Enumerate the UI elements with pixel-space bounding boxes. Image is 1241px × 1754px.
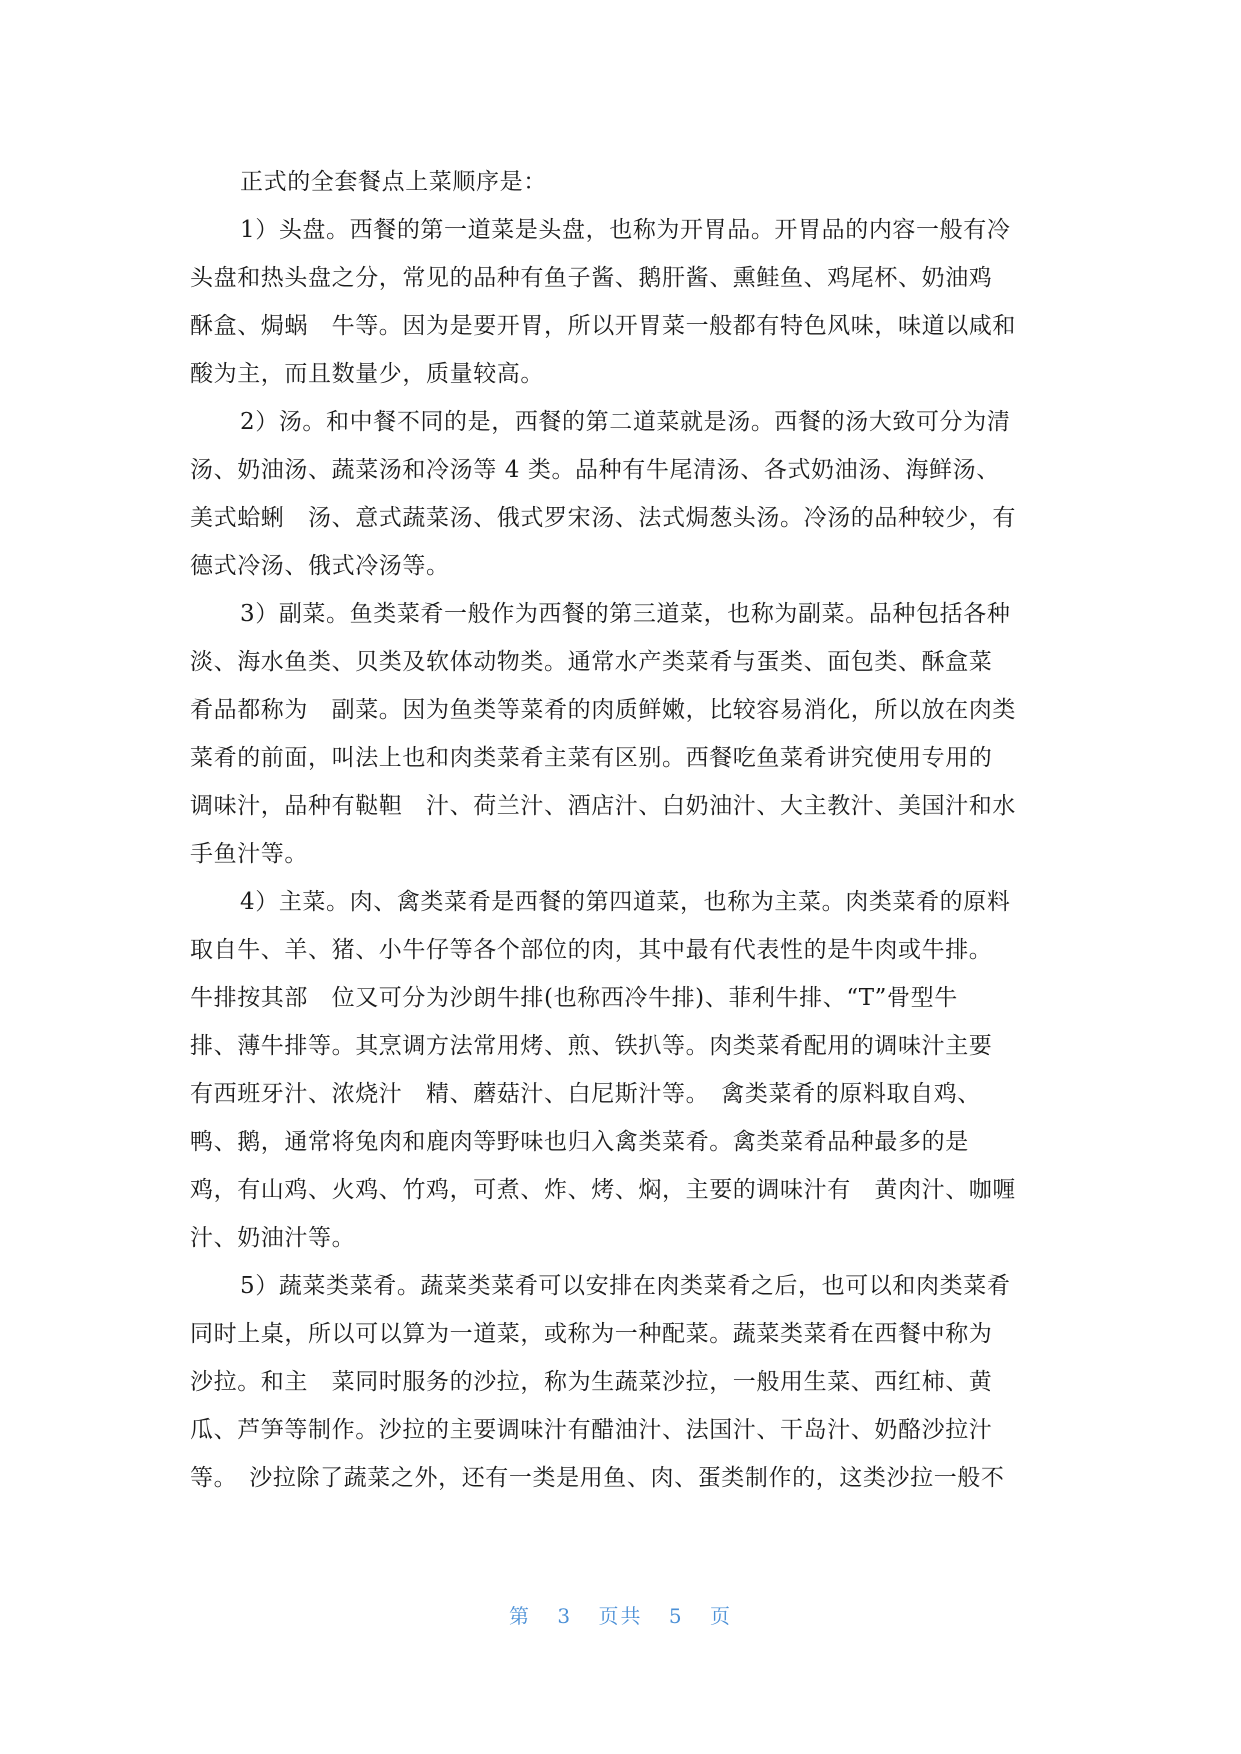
text-line: 菜肴的前面，叫法上也和肉类菜肴主菜有区别。西餐吃鱼菜肴讲究使用专用的 [190,745,993,771]
text-line: 淡、海水鱼类、贝类及软体动物类。通常水产类菜肴与蛋类、面包类、酥盒菜 [190,649,993,675]
text-line: 5）蔬菜类菜肴。蔬菜类菜肴可以安排在肉类菜肴之后，也可以和肉类菜肴 [240,1273,1011,1299]
text-line: 鸡，有山鸡、火鸡、竹鸡，可煮、炸、烤、焖，主要的调味汁有 黄肉汁、咖喱 [190,1177,1016,1203]
text-line: 正式的全套餐点上菜顺序是： [240,169,547,195]
footer-middle: 页共 [598,1604,643,1628]
text-line: 美式蛤蜊 汤、意式蔬菜汤、俄式罗宋汤、法式焗葱头汤。冷汤的品种较少，有 [190,505,1016,531]
text-line: 有西班牙汁、浓烧汁 精、蘑菇汁、白尼斯汁等。 禽类菜肴的原料取自鸡、 [190,1081,981,1107]
document-body [190,158,1050,1502]
text-line: 2）汤。和中餐不同的是，西餐的第二道菜就是汤。西餐的汤大致可分为清 [240,409,1011,435]
text-line: 肴品都称为 副菜。因为鱼类等菜肴的肉质鲜嫩，比较容易消化，所以放在肉类 [190,697,1016,723]
footer-prefix: 第 [509,1604,532,1628]
text-line: 酥盒、焗蜗 牛等。因为是要开胃，所以开胃菜一般都有特色风味，味道以咸和 [190,313,1016,339]
text-line: 4）主菜。肉、禽类菜肴是西餐的第四道菜，也称为主菜。肉类菜肴的原料 [240,889,1011,915]
text-line: 取自牛、羊、猪、小牛仔等各个部位的肉，其中最有代表性的是牛肉或牛排。 [190,937,993,963]
text-line: 瓜、芦笋等制作。沙拉的主要调味汁有醋油汁、法国汁、干岛汁、奶酪沙拉汁 [190,1417,993,1443]
text-line: 汁、奶油汁等。 [190,1225,356,1251]
text-line: 汤、奶油汤、蔬菜汤和冷汤等 4 类。品种有牛尾清汤、各式奶油汤、海鲜汤、 [190,457,1000,483]
text-line: 手鱼汁等。 [190,841,308,867]
text-line: 同时上桌，所以可以算为一道菜，或称为一种配菜。蔬菜类菜肴在西餐中称为 [190,1321,993,1347]
text-line: 鸭、鹅，通常将兔肉和鹿肉等野味也归入禽类菜肴。禽类菜肴品种最多的是 [190,1129,969,1155]
page-footer [0,1600,1241,1629]
text-line: 沙拉。和主 菜同时服务的沙拉，称为生蔬菜沙拉，一般用生菜、西红柿、黄 [190,1369,993,1395]
footer-current-page: 3 [557,1604,573,1628]
text-line: 排、薄牛排等。其烹调方法常用烤、煎、铁扒等。肉类菜肴配用的调味汁主要 [190,1033,993,1059]
text-line: 酸为主，而且数量少，质量较高。 [190,361,544,387]
footer-total-pages: 5 [668,1604,684,1628]
text-line: 牛排按其部 位又可分为沙朗牛排(也称西冷牛排)、菲利牛排、“T”骨型牛 [190,985,958,1011]
text-line: 头盘和热头盘之分，常见的品种有鱼子酱、鹅肝酱、熏鲑鱼、鸡尾杯、奶油鸡 [190,265,993,291]
text-line: 德式冷汤、俄式冷汤等。 [190,553,450,579]
footer-suffix: 页 [709,1604,732,1628]
text-line: 等。 沙拉除了蔬菜之外，还有一类是用鱼、肉、蛋类制作的，这类沙拉一般不 [190,1465,1005,1491]
text-line: 3）副菜。鱼类菜肴一般作为西餐的第三道菜，也称为副菜。品种包括各种 [240,601,1011,627]
text-line: 1）头盘。西餐的第一道菜是头盘，也称为开胃品。开胃品的内容一般有冷 [240,217,1011,243]
text-line: 调味汁，品种有鞑靼 汁、荷兰汁、酒店汁、白奶油汁、大主教汁、美国汁和水 [190,793,1016,819]
